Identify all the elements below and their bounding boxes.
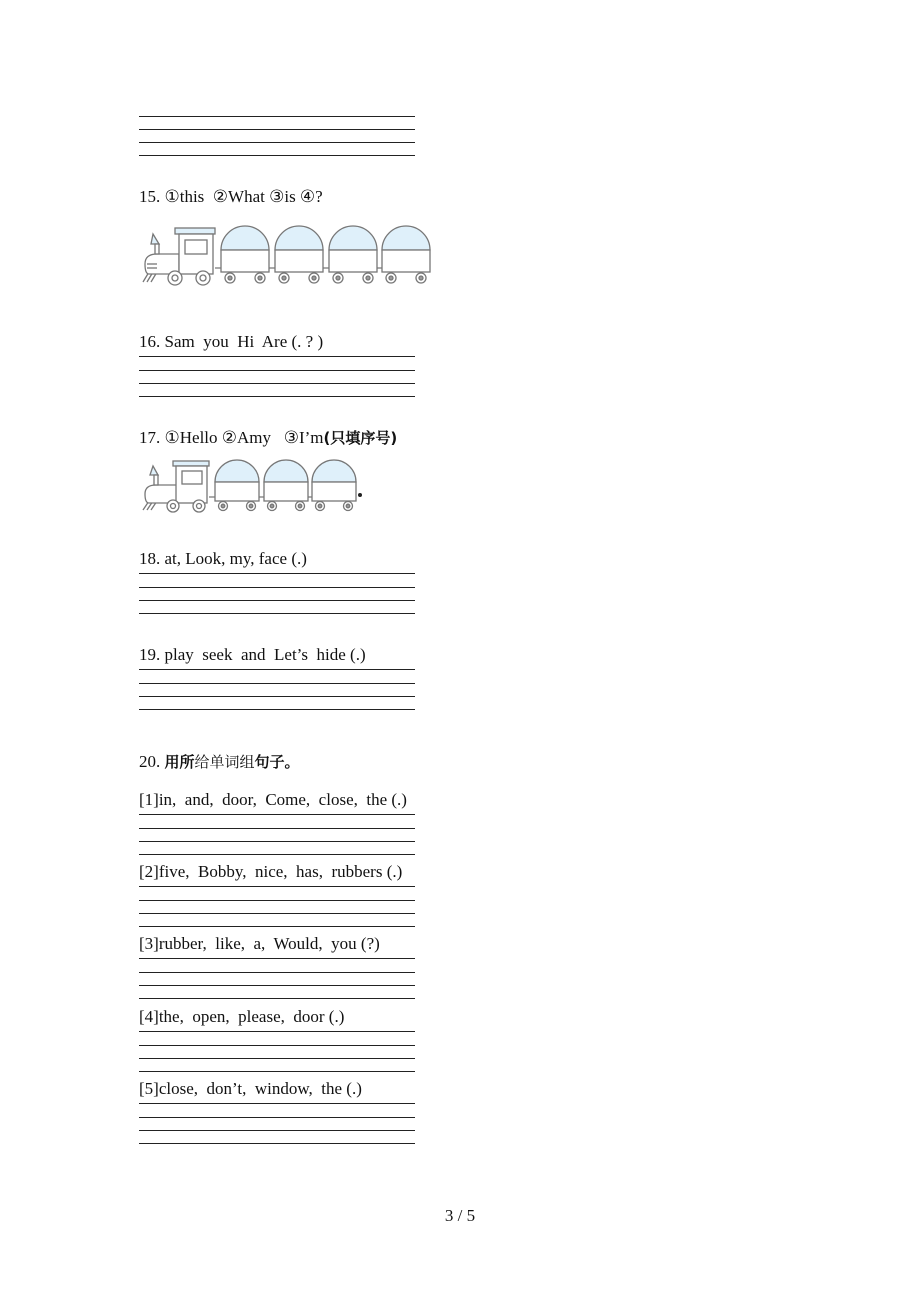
answer-line <box>139 669 415 670</box>
answer-line <box>139 116 415 117</box>
answer-line <box>139 1058 415 1059</box>
sub-question-1 <box>139 790 407 810</box>
answer-line <box>139 683 415 684</box>
answer-line <box>139 142 415 143</box>
answer-line <box>139 129 415 130</box>
answer-line <box>139 972 415 973</box>
question-19: 19. play seek and Let’s hide (.) <box>139 645 366 664</box>
question-20-title-bold-1: 用所 <box>164 753 195 771</box>
train-carriages <box>209 460 356 511</box>
question-20-heading <box>139 752 300 772</box>
answer-line <box>139 600 415 601</box>
train-engine <box>143 461 209 512</box>
answer-line <box>139 696 415 697</box>
answer-line <box>139 573 415 574</box>
sub-question-5 <box>139 1079 362 1099</box>
answer-line <box>139 958 415 959</box>
carriage-2 <box>264 460 308 511</box>
sub-question-tag: [3] <box>139 934 159 953</box>
sub-question-text: five, Bobby, nice, has, rubbers (.) <box>158 862 403 881</box>
carriage-4 <box>382 226 430 283</box>
answer-line <box>139 396 415 397</box>
answer-line <box>139 1130 415 1131</box>
carriage-3 <box>312 460 356 511</box>
answer-line <box>139 841 415 842</box>
answer-line <box>139 1143 415 1144</box>
question-16: 16. Sam you Hi Are (. ? ) <box>139 332 324 351</box>
question-15 <box>139 187 323 207</box>
question-15-number: 15. <box>139 187 161 206</box>
train-engine <box>143 228 215 285</box>
question-17-note: (只填序号) <box>323 429 398 447</box>
train-illustration <box>139 458 369 516</box>
question-15-text: ①this ②What ③is ④? <box>164 187 323 206</box>
answer-line <box>139 926 415 927</box>
sub-question-tag: [1] <box>139 790 159 809</box>
sub-question-text: the, open, please, door (.) <box>158 1007 345 1026</box>
sub-question-text: rubber, like, a, Would, you (?) <box>158 934 380 953</box>
sub-question-text: close, don’t, window, the (.) <box>158 1079 362 1098</box>
sub-question-tag: [2] <box>139 862 159 881</box>
sub-question-4 <box>139 1007 344 1027</box>
answer-line <box>139 155 415 156</box>
sub-question-tag: [5] <box>139 1079 159 1098</box>
sub-question-tag: [4] <box>139 1007 159 1026</box>
answer-line <box>139 370 415 371</box>
page-number: 3 / 5 <box>444 1206 476 1225</box>
carriage-1 <box>215 460 259 511</box>
period-dot <box>358 493 362 497</box>
sub-question-2 <box>139 862 402 882</box>
answer-line <box>139 1031 415 1032</box>
answer-line <box>139 886 415 887</box>
carriage-2 <box>275 226 323 283</box>
answer-line <box>139 1103 415 1104</box>
answer-line <box>139 913 415 914</box>
answer-line <box>139 1045 415 1046</box>
answer-line <box>139 1071 415 1072</box>
answer-line <box>139 709 415 710</box>
question-17 <box>139 428 397 448</box>
answer-line <box>139 814 415 815</box>
question-20-title-regular: 给单词组 <box>194 753 255 771</box>
sub-question-3 <box>139 934 380 954</box>
answer-line <box>139 900 415 901</box>
train-carriages <box>215 226 430 283</box>
answer-line <box>139 854 415 855</box>
answer-line <box>139 828 415 829</box>
answer-line <box>139 383 415 384</box>
question-17-text: 17. ①Hello ②Amy ③I’m <box>139 428 324 447</box>
answer-line <box>139 998 415 999</box>
question-18: 18. at, Look, my, face (.) <box>139 549 307 568</box>
answer-line <box>139 587 415 588</box>
carriage-3 <box>329 226 377 283</box>
answer-line <box>139 1117 415 1118</box>
question-20-title-bold-2: 句子。 <box>254 753 300 771</box>
question-20-number: 20. <box>139 752 165 771</box>
answer-line <box>139 985 415 986</box>
sub-question-text: in, and, door, Come, close, the (.) <box>158 790 407 809</box>
answer-line <box>139 356 415 357</box>
train-illustration <box>139 224 439 290</box>
carriage-1 <box>221 226 269 283</box>
answer-line <box>139 613 415 614</box>
